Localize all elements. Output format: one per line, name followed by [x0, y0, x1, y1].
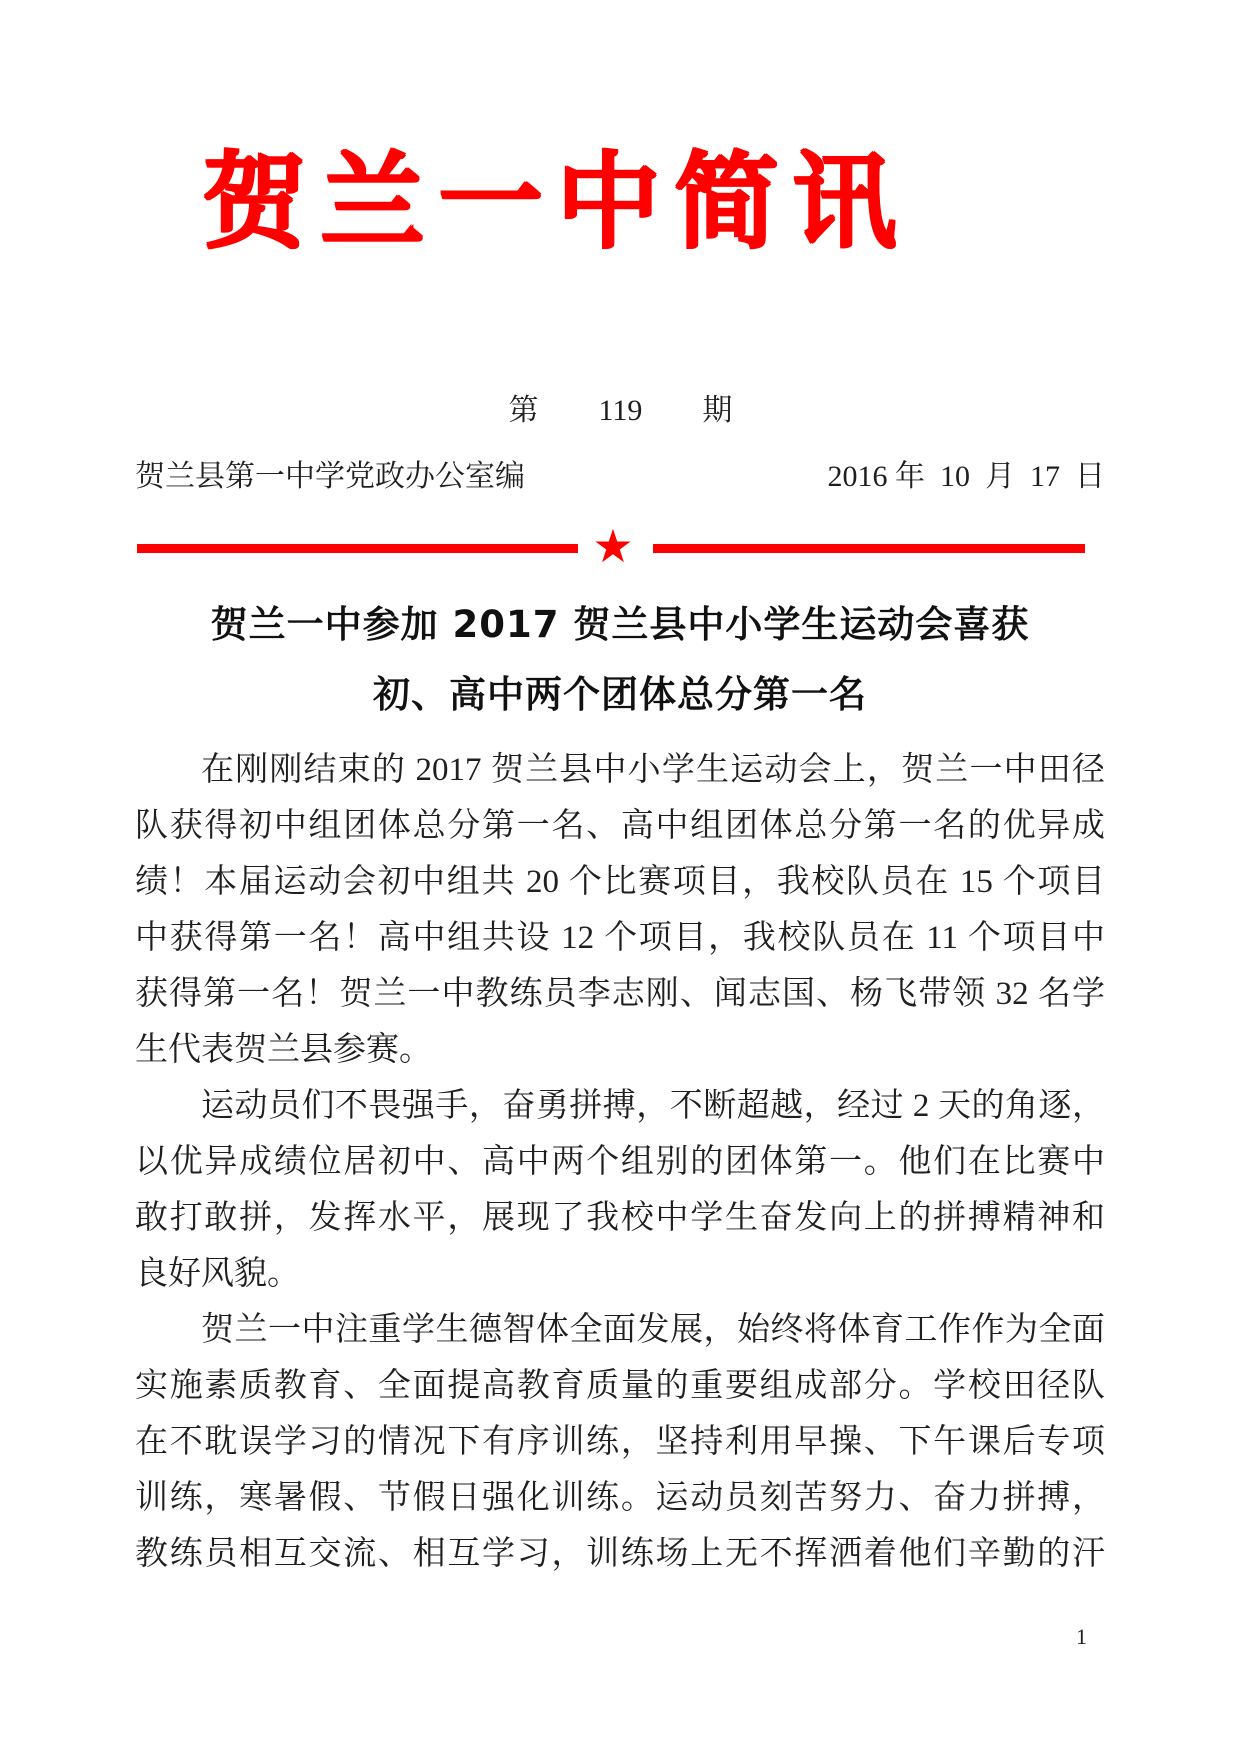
body-line: 运动员们不畏强手，奋勇拼搏，不断超越，经过 2 天的角逐， [201, 1088, 1105, 1124]
star-icon: ★ [592, 519, 634, 574]
article-title-line-1: 贺兰一中参加 2017 贺兰县中小学生运动会喜获 [210, 603, 1030, 646]
divider-right-bar [653, 544, 1085, 553]
body-line: 在刚刚结束的 2017 贺兰县中小学生运动会上，贺兰一中田径 [201, 752, 1105, 788]
page-number: 1 [1076, 1624, 1087, 1649]
body-line: 在不耽误学习的情况下有序训练，坚持利用早操、下午课后专项 [135, 1424, 1105, 1460]
publication-info-row [135, 456, 1105, 498]
article-body [135, 742, 1105, 1582]
body-line: 贺兰一中注重学生德智体全面发展，始终将体育工作作为全面 [201, 1312, 1105, 1348]
body-line: 绩！本届运动会初中组共 20 个比赛项目，我校队员在 15 个项目 [135, 864, 1105, 900]
body-line: 队获得初中组团体总分第一名、高中组团体总分第一名的优异成 [135, 808, 1105, 844]
body-line: 生代表贺兰县参赛。 [135, 1032, 432, 1068]
body-line: 获得第一名！贺兰一中教练员李志刚、闻志国、杨飞带领 32 名学 [135, 976, 1105, 1012]
body-line: 敢打敢拼，发挥水平，展现了我校中学生奋发向上的拼搏精神和 [135, 1200, 1105, 1236]
body-line: 实施素质教育、全面提高教育质量的重要组成部分。学校田径队 [135, 1368, 1105, 1404]
body-line: 教练员相互交流、相互学习，训练场上无不挥洒着他们辛勤的汗 [135, 1536, 1105, 1572]
body-line: 以优异成绩位居初中、高中两个组别的团体第一。他们在比赛中 [135, 1144, 1105, 1180]
body-line: 训练，寒暑假、节假日强化训练。运动员刻苦努力、奋力拼搏， [135, 1480, 1105, 1516]
divider-left-bar [137, 544, 578, 553]
body-line: 中获得第一名！高中组共设 12 个项目，我校队员在 11 个项目中 [135, 920, 1105, 956]
issue-number: 第 119 期 [508, 394, 733, 427]
publish-date: 2016 年 10 月 17 日 [827, 460, 1105, 493]
publisher: 贺兰县第一中学党政办公室编 [135, 460, 525, 493]
body-line: 良好风貌。 [135, 1256, 300, 1292]
masthead-title: 贺兰一中简讯 [201, 139, 910, 262]
article-title-line-2: 初、高中两个团体总分第一名 [373, 673, 867, 716]
article-title [135, 590, 1105, 730]
red-divider [137, 519, 1085, 574]
